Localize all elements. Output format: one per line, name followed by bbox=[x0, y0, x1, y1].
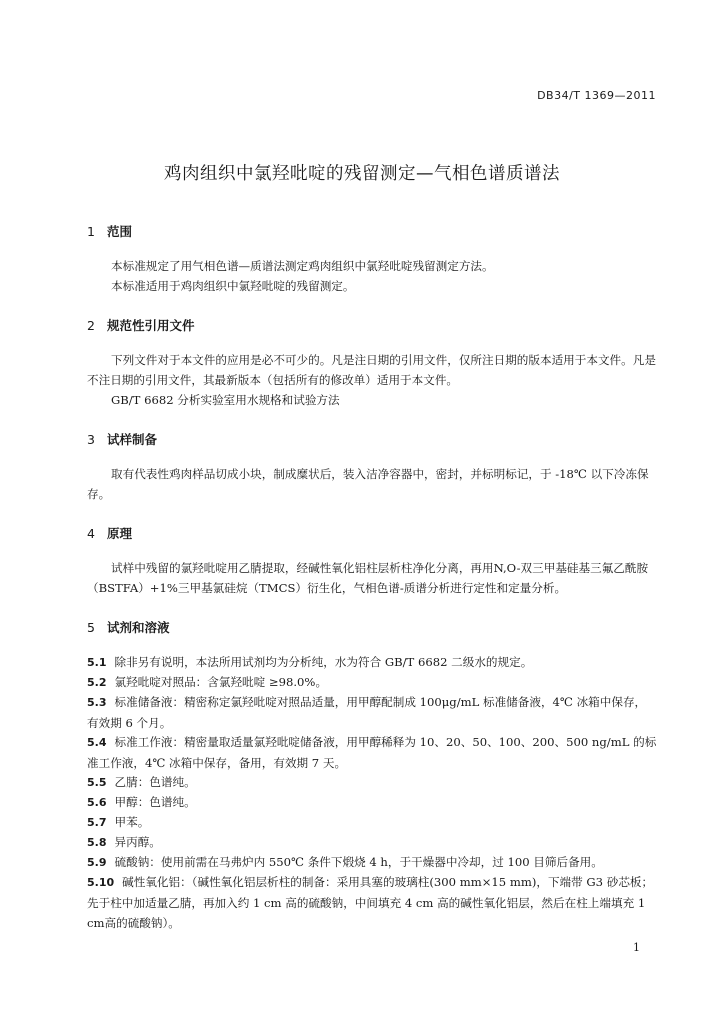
section-number: 2 bbox=[87, 318, 95, 333]
reagent-item bbox=[87, 872, 657, 933]
document-title: 鸡肉组织中氯羟吡啶的残留测定—气相色谱质谱法 bbox=[164, 164, 560, 184]
section-number: 1 bbox=[87, 224, 95, 239]
scope-line-2: 本标准适用于鸡肉组织中氯羟吡啶的残留测定。 bbox=[111, 279, 355, 293]
item-number: 5.3 bbox=[87, 696, 107, 709]
item-number: 5.7 bbox=[87, 816, 107, 829]
item-number: 5.1 bbox=[87, 656, 107, 669]
section-heading-2 bbox=[87, 316, 195, 334]
section-title: 试样制备 bbox=[107, 432, 158, 447]
section-title: 规范性引用文件 bbox=[107, 318, 195, 333]
section-title: 范围 bbox=[107, 224, 133, 239]
reagent-item bbox=[87, 772, 657, 793]
reagent-item bbox=[87, 672, 657, 693]
item-text: 氯羟吡啶对照品：含氯羟吡啶 ≥98.0%。 bbox=[114, 675, 328, 689]
scope-line-1: 本标准规定了用气相色谱—质谱法测定鸡肉组织中氯羟吡啶残留测定方法。 bbox=[111, 259, 494, 273]
item-number: 5.4 bbox=[87, 736, 107, 749]
item-text: 甲苯。 bbox=[114, 815, 150, 829]
item-text: 标准储备液：精密称定氯羟吡啶对照品适量，用甲醇配制成 100μg/mL 标准储备液，4℃ 冰箱中保存，有效期 6 个月。 bbox=[87, 695, 647, 730]
reagent-item bbox=[87, 852, 657, 873]
section-heading-4 bbox=[87, 524, 132, 542]
item-text: 除非另有说明，本法所用试剂均为分析纯，水为符合 GB/T 6682 二级水的规定。 bbox=[114, 655, 533, 669]
item-text: 甲醇：色谱纯。 bbox=[114, 795, 196, 809]
item-number: 5.8 bbox=[87, 836, 107, 849]
page-number: 1 bbox=[633, 941, 640, 954]
item-text: 碱性氧化铝：（碱性氧化铝层析柱的制备：采用具塞的玻璃柱(300 mm×15 mm)，下端带 G3 砂芯板；先于柱中加适量乙腈，再加入约 1 cm 高的硫酸钠，中间填充 4 cm 高的碱性氧化铝层，然后在柱上端填充 1 cm高的硫酸钠）。 bbox=[87, 875, 654, 930]
reagent-item bbox=[87, 652, 657, 673]
reagent-item bbox=[87, 732, 657, 773]
item-number: 5.10 bbox=[87, 876, 115, 889]
reagent-item bbox=[87, 832, 657, 853]
item-number: 5.5 bbox=[87, 776, 107, 789]
item-number: 5.2 bbox=[87, 676, 107, 689]
item-number: 5.9 bbox=[87, 856, 107, 869]
reagent-item bbox=[87, 692, 657, 733]
reagent-item bbox=[87, 812, 657, 833]
sample-prep-paragraph: 取有代表性鸡肉样品切成小块，制成糜状后，装入洁净容器中，密封，并标明标记，于 -18℃ 以下冷冻保存。 bbox=[87, 467, 649, 501]
item-text: 异丙醇。 bbox=[114, 835, 161, 849]
section-heading-5 bbox=[87, 618, 170, 636]
section-title: 原理 bbox=[107, 526, 133, 541]
standard-code: DB34/T 1369—2011 bbox=[537, 89, 656, 102]
normative-ref-paragraph: 下列文件对于本文件的应用是必不可少的。凡是注日期的引用文件，仅所注日期的版本适用于本文件。凡是不注日期的引用文件，其最新版本（包括所有的修改单）适用于本文件。 bbox=[87, 353, 656, 387]
section-heading-3 bbox=[87, 430, 157, 448]
item-number: 5.6 bbox=[87, 796, 107, 809]
section-number: 4 bbox=[87, 526, 95, 541]
reagent-item bbox=[87, 792, 657, 813]
principle-paragraph: 试样中残留的氯羟吡啶用乙腈提取，经碱性氧化铝柱层析柱净化分离，再用N,O-双三甲基硅基三氟乙酰胺（BSTFA）+1%三甲基氯硅烷（TMCS）衍生化，气相色谱-质谱分析进行定性和定量分析。 bbox=[87, 561, 649, 595]
normative-ref-item: GB/T 6682 分析实验室用水规格和试验方法 bbox=[111, 393, 340, 407]
section-title: 试剂和溶液 bbox=[107, 620, 170, 635]
section-heading-1 bbox=[87, 222, 132, 240]
section-number: 5 bbox=[87, 620, 95, 635]
item-text: 标准工作液：精密量取适量氯羟吡啶储备液，用甲醇稀释为 10、20、50、100、200、500 ng/mL 的标准工作液，4℃ 冰箱中保存，备用，有效期 7 天。 bbox=[87, 735, 657, 770]
item-text: 乙腈：色谱纯。 bbox=[114, 775, 196, 789]
section-number: 3 bbox=[87, 432, 95, 447]
item-text: 硫酸钠：使用前需在马弗炉内 550℃ 条件下煅烧 4 h，于干燥器中冷却，过 100 目筛后备用。 bbox=[114, 855, 603, 869]
